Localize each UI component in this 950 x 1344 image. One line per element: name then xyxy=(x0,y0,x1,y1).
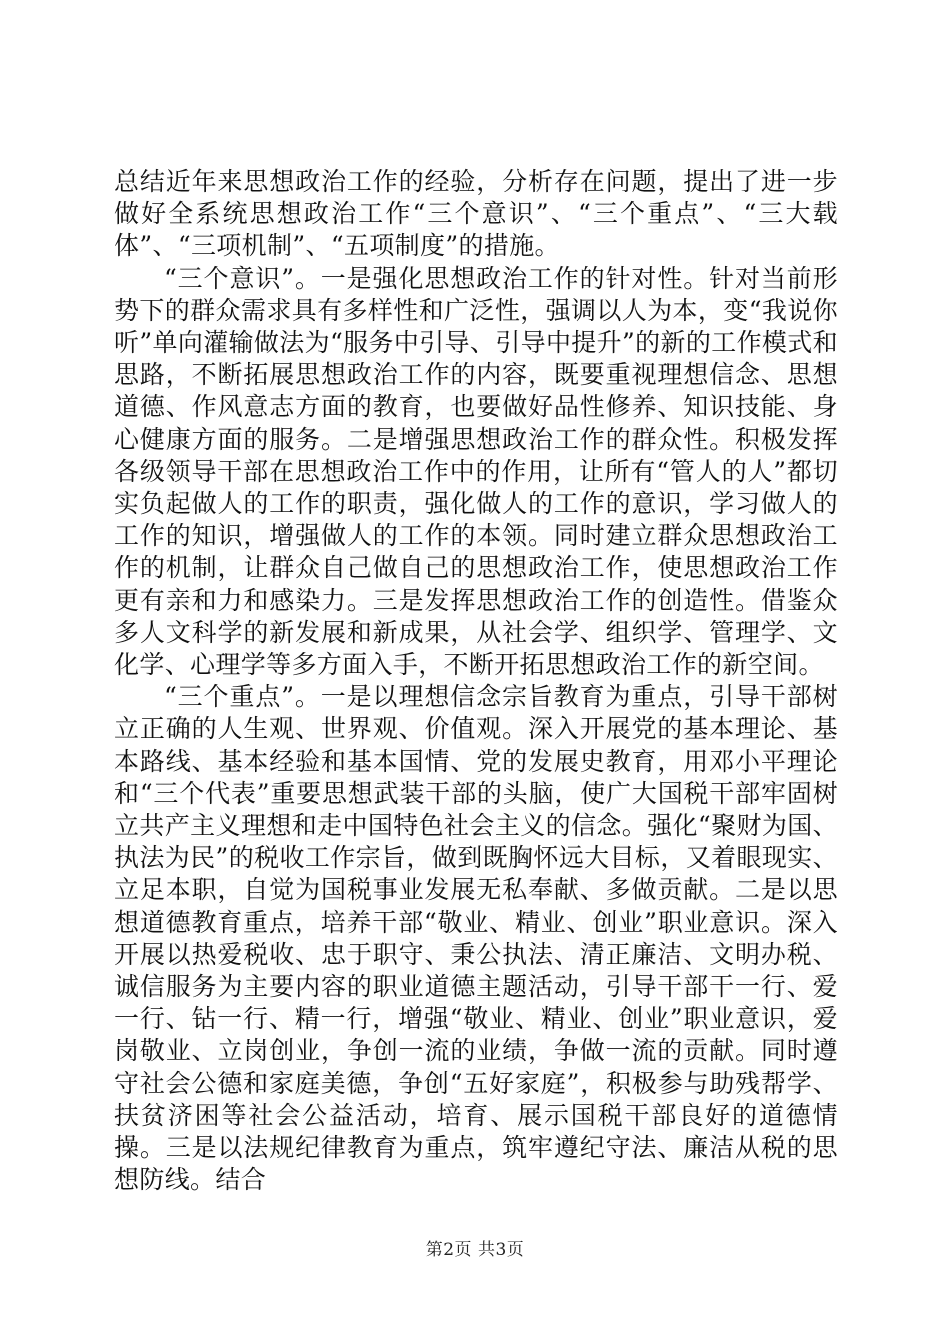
paragraph-summary: 总结近年来思想政治工作的经验，分析存在问题，提出了进一步做好全系统思想政治工作“三个意识”、“三个重点”、“三大载体”、“三项机制”、“五项制度”的措施。 xyxy=(114,167,838,261)
paragraph-three-priorities: “三个重点”。一是以理想信念宗旨教育为重点，引导干部树立正确的人生观、世界观、价值观。深入开展党的基本理论、基本路线、基本经验和基本国情、党的发展史教育，用邓小平理论和“三个代表”重要思想武装干部的头脑，使广大国税干部牢固树立共产主义理想和走中国特色社会主义的信念。强化“聚财为国、执法为民”的税收工作宗旨，做到既胸怀远大目标，又着眼现实、立足本职，自觉为国税事业发展无私奉献、多做贡献。二是以思想道德教育重点，培养干部“敬业、精业、创业”职业意识。深入开展以热爱税收、忠于职守、秉公执法、清正廉洁、文明办税、诚信服务为主要内容的职业道德主题活动，引导干部干一行、爱一行、钻一行、精一行，增强“敬业、精业、创业”职业意识，爱岗敬业、立岗创业，争创一流的业绩，争做一流的贡献。同时遵守社会公德和家庭美德，争创“五好家庭”，积极参与助残帮学、扶贫济困等社会公益活动，培育、展示国税干部良好的道德情操。三是以法规纪律教育为重点，筑牢遵纪守法、廉洁从税的思想防线。结合 xyxy=(114,682,838,1195)
page-number-footer: 第2页 共3页 xyxy=(425,1240,525,1260)
paragraph-three-awareness: “三个意识”。一是强化思想政治工作的针对性。针对当前形势下的群众需求具有多样性和广泛性，强调以人为本，变“我说你听”单向灌输做法为“服务中引导、引导中提升”的新的工作模式和思路，不断拓展思想政治工作的内容，既要重视理想信念、思想道德、作风意志方面的教育，也要做好品性修养、知识技能、身心健康方面的服务。二是增强思想政治工作的群众性。积极发挥各级领导干部在思想政治工作中的作用，让所有“管人的人”都切实负起做人的工作的职责，强化做人的工作的意识，学习做人的工作的知识，增强做人的工作的本领。同时建立群众思想政治工作的机制，让群众自己做自己的思想政治工作，使思想政治工作更有亲和力和感染力。三是发挥思想政治工作的创造性。借鉴众多人文科学的新发展和新成果，从社会学、组织学、管理学、文化学、心理学等多方面入手，不断开拓思想政治工作的新空间。 xyxy=(114,263,838,680)
document-body xyxy=(114,166,838,1197)
